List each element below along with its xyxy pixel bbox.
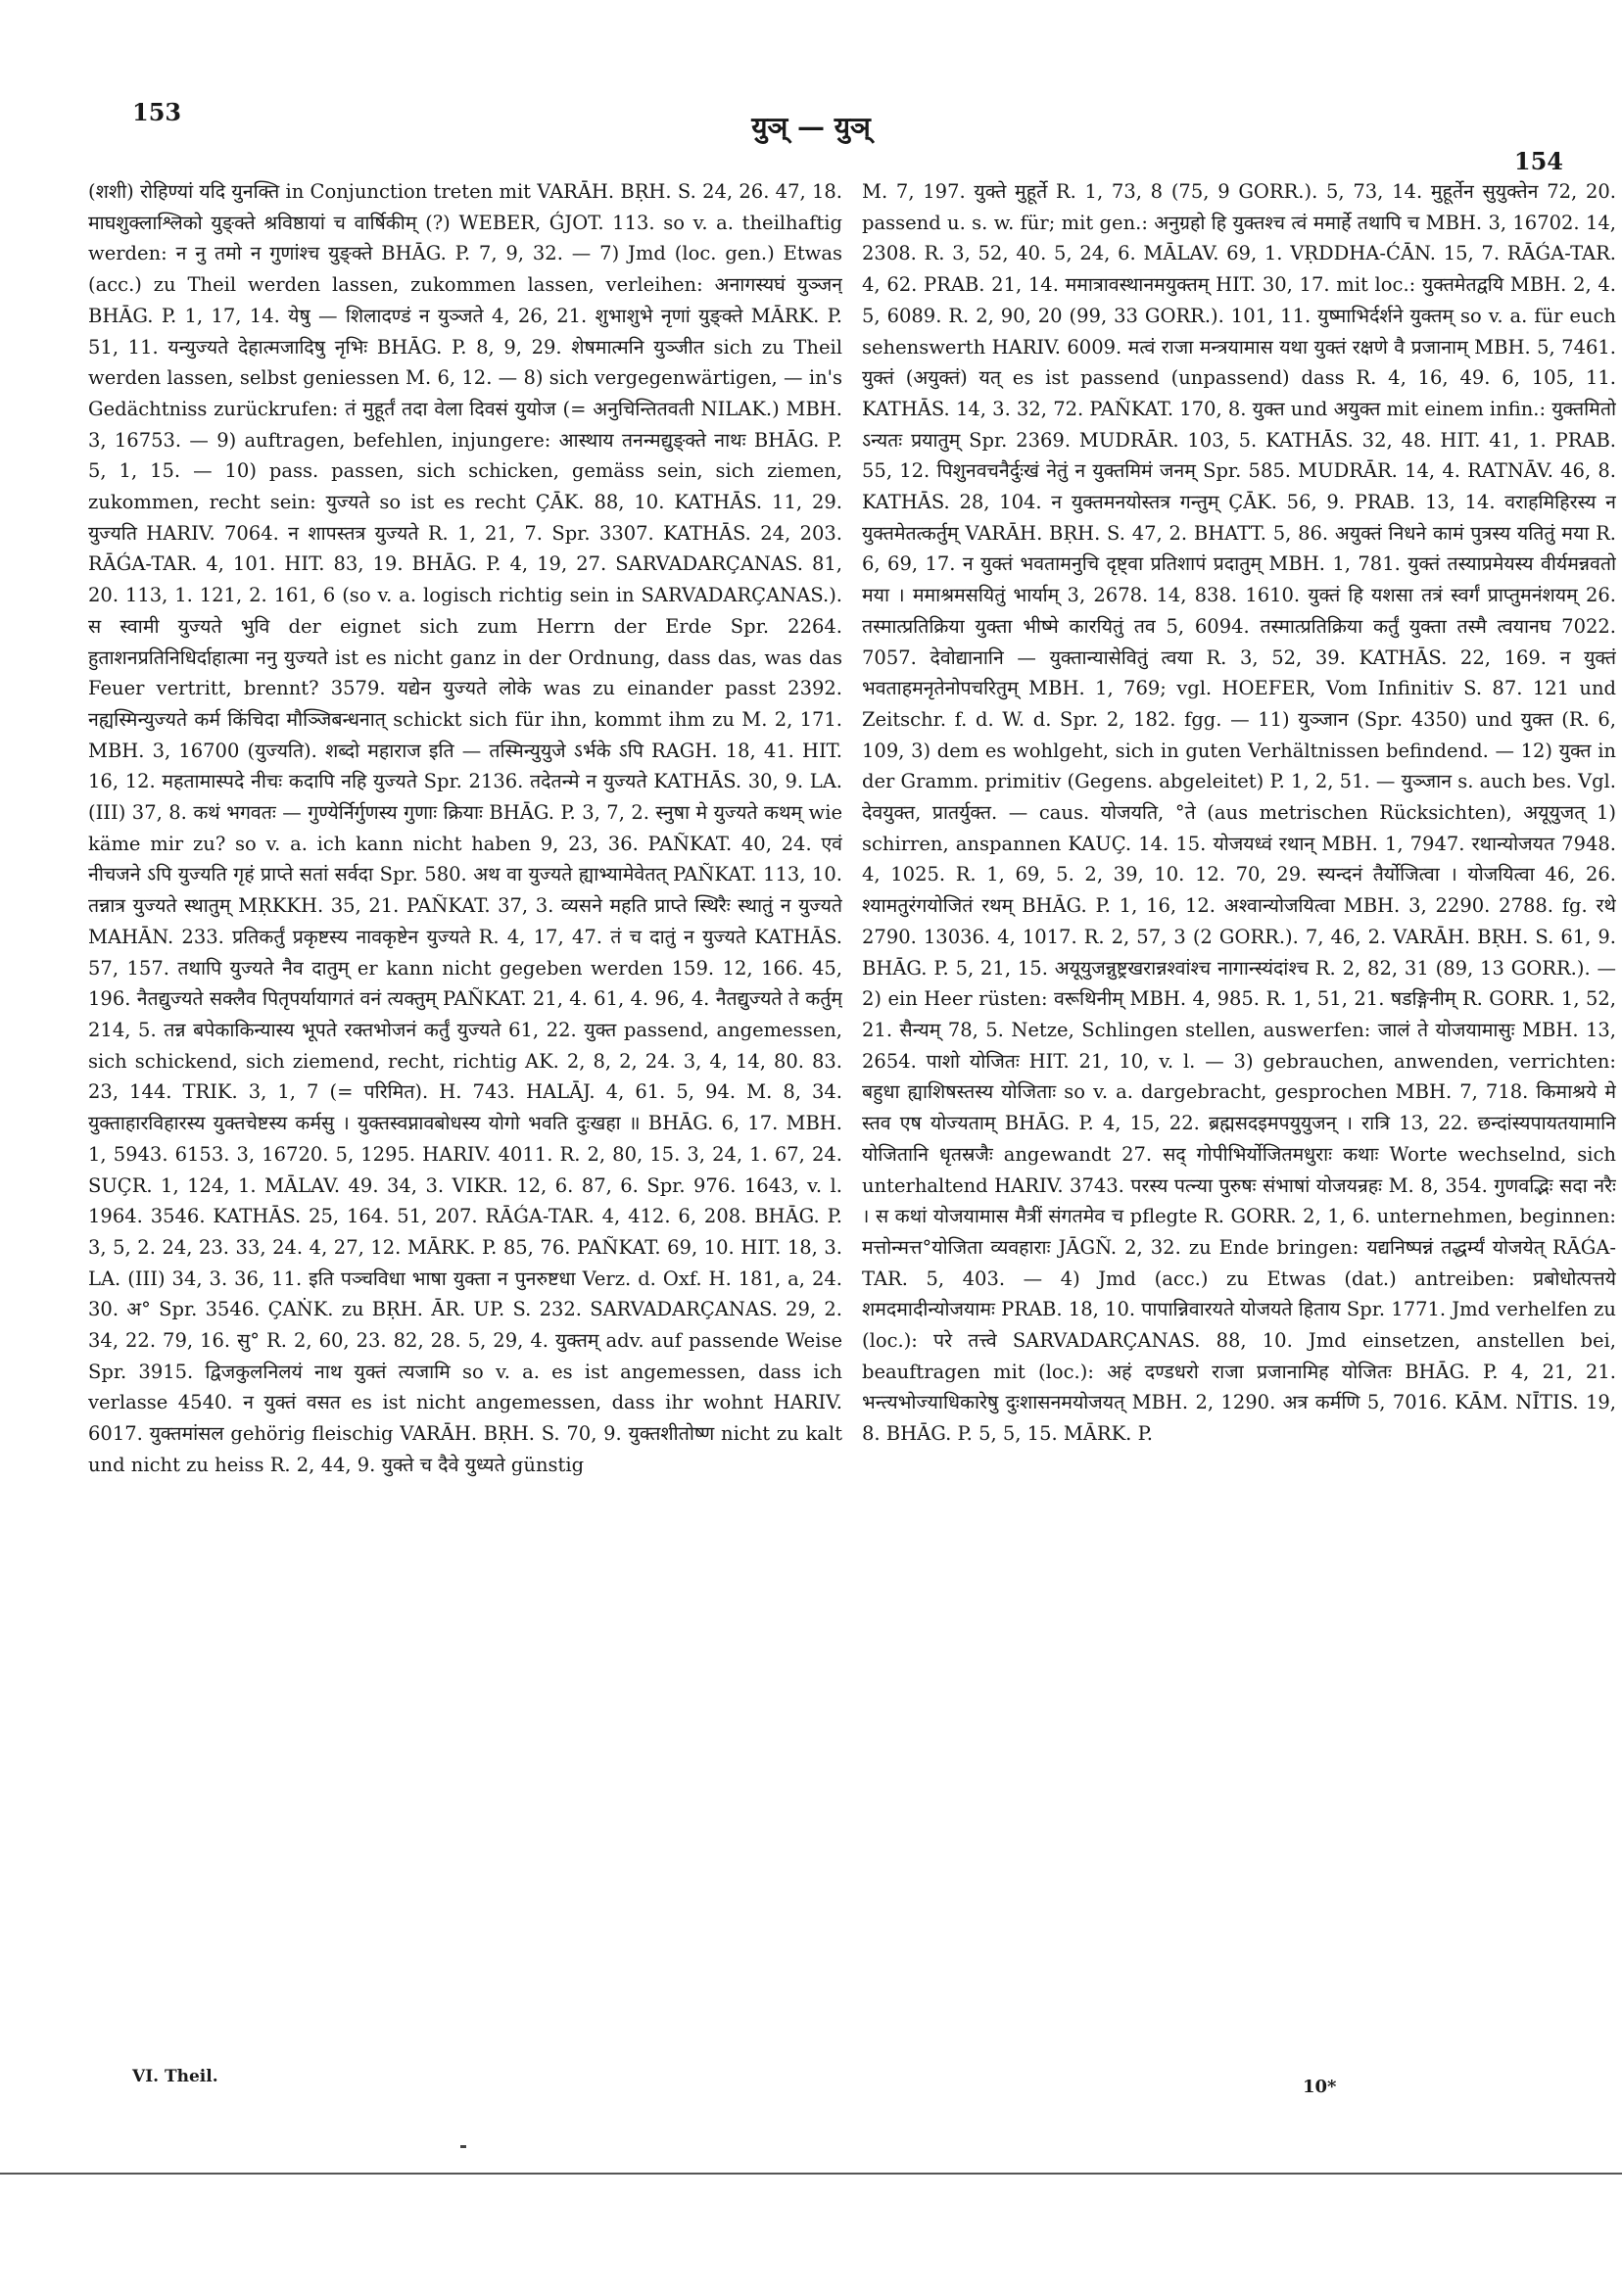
signature-mark: 10* bbox=[1303, 2077, 1337, 2097]
page-number-right: 154 bbox=[1513, 147, 1563, 175]
column-left-text: (शशी) रोहिण्यां यदि युनक्ति in Conjunction treten mit VARĀH. BṚH. S. 24, 26. 47, 18. माघशुक्लाश्लिको युङ्क्ते श्रविष्ठायां च वार्षिकीम् (?) WEBER, ǴJOT. 113. so v. a. theilhaftig werden: न नु तमो न गुणांश्च युङ्क्ते BHĀG. P. 7, 9, 32. — 7) Jmd (loc. gen.) Etwas (acc.) zu Theil werden lassen, zukommen lassen, verleihen: अनागस्यघं युञ्जन् BHĀG. P. 1, 17, 14. येषु — शिलादण्डं न युञ्जते 4, 26, 21. शुभाशुभे नृणां युङ्क्ते MĀRK. P. 51, 11. यन्युज्यते देहात्मजादिषु नृभिः BHĀG. P. 8, 9, 29. शेषमात्मनि युञ्जीत sich zu Theil werden lassen, selbst geniessen M. 6, 12. — 8) sich vergegenwärtigen, — in's Gedächtniss zurückrufen: तं मुहूर्तं तदा वेला दिवसं युयोज (= अनुचिन्तितवती NILAK.) MBH. 3, 16753. — 9) auftragen, befehlen, injungere: आस्थाय तनन्मद्युङ्क्ते नाथः BHĀG. P. 5, 1, 15. — 10) pass. passen, sich schicken, gemäss sein, sich ziemen, zukommen, recht sein: युज्यते so ist es recht ÇĀK. 88, 10. KATHĀS. 11, 29. युज्यति HARIV. 7064. न शापस्तत्र युज्यते R. 1, 21, 7. Spr. 3307. KATHĀS. 24, 203. RĀǴA-TAR. 4, 101. HIT. 83, 19. BHĀG. P. 4, 19, 27. SARVADARÇANAS. 81, 20. 113, 1. 121, 2. 161, 6 (so v. a. logisch richtig sein in SARVADARÇANAS.). स स्वामी युज्यते भुवि der eignet sich zum Herrn der Erde Spr. 2264. हुताशनप्रतिनिधिर्दाहात्मा ननु युज्यते ist es nicht ganz in der Ordnung, dass das, was das Feuer vertritt, brennt? 3579. यद्येन युज्यते लोके was zu einander passt 2392. नह्यस्मिन्युज्यते कर्म किंचिदा मौञ्जिबन्धनात् schickt sich für ihn, kommt ihm zu M. 2, 171. MBH. 3, 16700 (युज्यति). शब्दो महाराज इति — तस्मिन्युयुजे ऽर्भके ऽपि RAGH. 18, 41. HIT. 16, 12. महतामास्पदे नीचः कदापि नहि युज्यते Spr. 2136. तदेतन्मे न युज्यते KATHĀS. 30, 9. LA. (III) 37, 8. कथं भगवतः — गुण्येर्निर्गुणस्य गुणाः क्रियाः BHĀG. P. 3, 7, 2. स्नुषा मे युज्यते कथम् wie käme mir zu? so v. a. ich kann nicht haben 9, 23, 36. PAÑKAT. 40, 24. एवं नीचजने ऽपि युज्यति गृहं प्राप्ते सतां सर्वदा Spr. 580. अथ वा युज्यते ह्याभ्यामेवेतत् PAÑKAT. 113, 10. तन्नात्र युज्यते स्थातुम् MṚKKH. 35, 21. PAÑKAT. 37, 3. व्यसने महति प्राप्ते स्थिरैः स्थातुं न युज्यते MAHĀN. 233. प्रतिकर्तुं प्रकृष्टस्य नावकृष्टेन युज्यते R. 4, 17, 47. तं च दातुं न युज्यते KATHĀS. 57, 157. तथापि युज्यते नैव दातुम् er kann nicht gegeben werden 159. 12, 166. 45, 196. नैतद्युज्यते सक्लैव पितृपर्यायागतं वनं त्यक्तुम् PAÑKAT. 21, 4. 61, 4. 96, 4. नैतद्युज्यते ते कर्तुम् 214, 5. तन्न बपेकाकिन्यास्य भूपते रक्तभोजनं कर्तुं युज्यते 61, 22. युक्त passend, angemessen, sich schickend, sich ziemend, recht, richtig AK. 2, 8, 2, 24. 3, 4, 14, 80. 83. 23, 144. TRIK. 3, 1, 7 (= परिमित). H. 743. HALĀJ. 4, 61. 5, 94. M. 8, 34. युक्ताहारविहारस्य युक्तचेष्टस्य कर्मसु । युक्तस्वप्नावबोधस्य योगो भवति दुःखहा ॥ BHĀG. 6, 17. MBH. 1, 5943. 6153. 3, 16720. 5, 1295. HARIV. 4011. R. 2, 80, 15. 3, 24, 1. 67, 24. SUÇR. 1, 124, 1. MĀLAV. 49. 34, 3. VIKR. 12, 6. 87, 6. Spr. 976. 1643, v. l. 1964. 3546. KATHĀS. 25, 164. 51, 207. RĀǴA-TAR. 4, 412. 6, 208. BHĀG. P. 3, 5, 2. 24, 23. 33, 24. 4, 27, 12. MĀRK. P. 85, 76. PAÑKAT. 69, 10. HIT. 18, 3. LA. (III) 34, 3. 36, 11. इति पञ्चविधा भाषा युक्ता न पुनरुष्टधा Verz. d. Oxf. H. 181, a, 24. 30. अ° Spr. 3546. ÇAṄK. zu BṚH. ĀR. UP. S. 232. SARVADARÇANAS. 29, 2. 34, 22. 79, 16. सु° R. 2, 60, 23. 82, 28. 5, 29, 4. युक्तम् adv. auf passende Weise Spr. 3915. द्विजकुलनिलयं नाथ युक्तं त्यजामि so v. a. es ist angemessen, dass ich verlasse 4540. न युक्तं वसत es ist nicht angemessen, dass ihr wohnt HARIV. 6017. युक्तमांसल gehörig fleischig VARĀH. BṚH. S. 70, 9. युक्तशीतोष्ण nicht zu kalt und nicht zu heiss R. 2, 44, 9. युक्ते च दैवे युध्यते günstig bbox=[88, 180, 842, 1476]
column-right bbox=[862, 176, 1616, 2057]
stray-mark bbox=[460, 2145, 466, 2148]
volume-label: VI. Theil. bbox=[132, 2067, 218, 2086]
column-left bbox=[88, 176, 842, 2057]
column-right-text: M. 7, 197. युक्ते मुहूर्ते R. 1, 73, 8 (75, 9 GORR.). 5, 73, 14. मुहूर्तेन सुयुक्तेन 72, 20. passend u. s. w. für; mit gen.: अनुग्रहो हि युक्तश्च त्वं ममार्हे तथापि च MBH. 3, 16702. 14, 2308. R. 3, 52, 40. 5, 24, 6. MĀLAV. 69, 1. VṚDDHA-ĆĀN. 15, 7. RĀǴA-TAR. 4, 62. PRAB. 21, 14. ममात्रावस्थानमयुक्तम् HIT. 30, 17. mit loc.: युक्तमेतद्वयि MBH. 2, 4. 5, 6089. R. 2, 90, 20 (99, 33 GORR.). 101, 11. युष्माभिर्दर्शने युक्तम् so v. a. für euch sehenswerth HARIV. 6009. मत्वं राजा मन्त्रयामास यथा युक्तं रक्षणे वै प्रजानाम् MBH. 5, 7461. युक्तं (अयुक्तं) यत् es ist passend (unpassend) dass R. 4, 16, 49. 6, 105, 11. KATHĀS. 14, 3. 32, 72. PAÑKAT. 170, 8. युक्त und अयुक्त mit einem infin.: युक्तमितो ऽन्यतः प्रयातुम् Spr. 2369. MUDRĀR. 103, 5. KATHĀS. 32, 48. HIT. 41, 1. PRAB. 55, 12. पिशुनवचनैर्दुःखं नेतुं न युक्तमिमं जनम् Spr. 585. MUDRĀR. 14, 4. RATNĀV. 46, 8. KATHĀS. 28, 104. न युक्तमनयोस्तत्र गन्तुम् ÇĀK. 56, 9. PRAB. 13, 14. वराहमिहिरस्य न युक्तमेतत्कर्तुम् VARĀH. BṚH. S. 47, 2. BHATT. 5, 86. अयुक्तं निधने कामं पुत्रस्य यतितुं मया R. 6, 69, 17. न युक्तं भवतामनुचि दृष्ट्वा प्रतिशापं प्रदातुम् MBH. 1, 781. युक्तं तस्याप्रमेयस्य वीर्यमन्नवतो मया । ममाश्रमसयितुं भार्याम् 3, 2678. 14, 838. 1610. युक्तं हि यशसा तत्रं स्वर्गं प्राप्तुमनंशयम् 26. तस्मात्प्रतिक्रिया युक्ता भीष्मे कारयितुं तव 5, 6094. तस्मात्प्रतिक्रिया कर्तुं युक्ता तस्मै त्वयानघ 7022. 7057. देवोद्यानानि — युक्तान्यासेवितुं त्वया R. 3, 52, 39. KATHĀS. 22, 169. न युक्तं भवताहमनृतेनोपचरितुम् MBH. 1, 769; vgl. HOEFER, Vom Infinitiv S. 87. 121 und Zeitschr. f. d. W. d. Spr. 2, 182. fgg. — 11) युञ्जान (Spr. 4350) und युक्त (R. 6, 109, 3) dem es wohlgeht, sich in guten Verhältnissen befindend. — 12) युक्त in der Gramm. primitiv (Gegens. abgeleitet) P. 1, 2, 51. — युञ्जान s. auch bes. Vgl. देवयुक्त, प्रातर्युक्त. — caus. योजयति, °ते (aus metrischen Rücksichten), अयूयुजत् 1) schirren, anspannen KAUÇ. 14. 15. योजयध्वं रथान् MBH. 1, 7947. रथान्योजयत 7948. 4, 1025. R. 1, 69, 5. 2, 39, 10. 12. 70, 29. स्यन्दनं तैर्योजित्वा । योजयित्वा 46, 26. श्यामतुरंगयोजितं रथम् BHĀG. P. 1, 16, 12. अश्वान्योजयित्वा MBH. 3, 2290. 2788. fg. रथे 2790. 13036. 4, 1017. R. 2, 57, 3 (2 GORR.). 7, 46, 2. VARĀH. BṚH. S. 61, 9. BHĀG. P. 5, 21, 15. अयूयुजन्नुष्ट्रखरान्नश्वांश्च नागान्स्यंदांश्च R. 2, 82, 31 (89, 13 GORR.). — 2) ein Heer rüsten: वरूथिनीम् MBH. 4, 985. R. 1, 51, 21. षडङ्गिनीम् R. GORR. 1, 52, 21. सैन्यम् 78, 5. Netze, Schlingen stellen, auswerfen: जालं ते योजयामासुः MBH. 13, 2654. पाशो योजितः HIT. 21, 10, v. l. — 3) gebrauchen, anwenden, verrichten: बहुधा ह्याशिषस्तस्य योजिताः so v. a. dargebracht, gesprochen MBH. 7, 718. किमाश्रये मे स्तव एष योज्यताम् BHĀG. P. 4, 15, 22. ब्रह्मसदइमपयुयुजन् । रात्रि 13, 22. छन्दांस्यपायतयामानि योजितानि धृतस्रजैः angewandt 27. सद् गोपीभिर्योजितमधुराः कथाः Worte wechselnd, sich unterhaltend HARIV. 3743. परस्य पत्न्या पुरुषः संभाषां योजयन्रहः M. 8, 354. गुणवद्भिः सदा नरैः । स कथां योजयामास मैत्रीं संगतमेव च pflegte R. GORR. 2, 1, 6. unternehmen, beginnen: मत्तोन्मत्त°योजिता व्यवहाराः JĀGÑ. 2, 32. zu Ende bringen: यद्यनिष्पन्नं तद्धर्म्यं योजयेत् RĀǴA-TAR. 5, 403. — 4) Jmd (acc.) zu Etwas (dat.) antreiben: प्रबोधोत्पत्तये शमदमादीन्योजयामः PRAB. 18, 10. पापान्निवारयते योजयते हिताय Spr. 1771. Jmd verhelfen zu (loc.): परे तत्त्वे SARVADARÇANAS. 88, 10. Jmd einsetzen, anstellen bei, beauftragen mit (loc.): अहं दण्डधरो राजा प्रजानामिह योजितः BHĀG. P. 4, 21, 21. भन्त्यभोज्याधिकारेषु दुःशासनमयोजयत् MBH. 2, 1290. अत्र कर्मणि 5, 7016. KĀM. NĪTIS. 19, 8. BHĀG. P. 5, 5, 15. MĀRK. P. bbox=[862, 180, 1616, 1446]
running-head: युञ् — युञ् bbox=[751, 111, 871, 143]
bottom-rule bbox=[0, 2173, 1622, 2175]
page-number-left: 153 bbox=[132, 98, 182, 126]
